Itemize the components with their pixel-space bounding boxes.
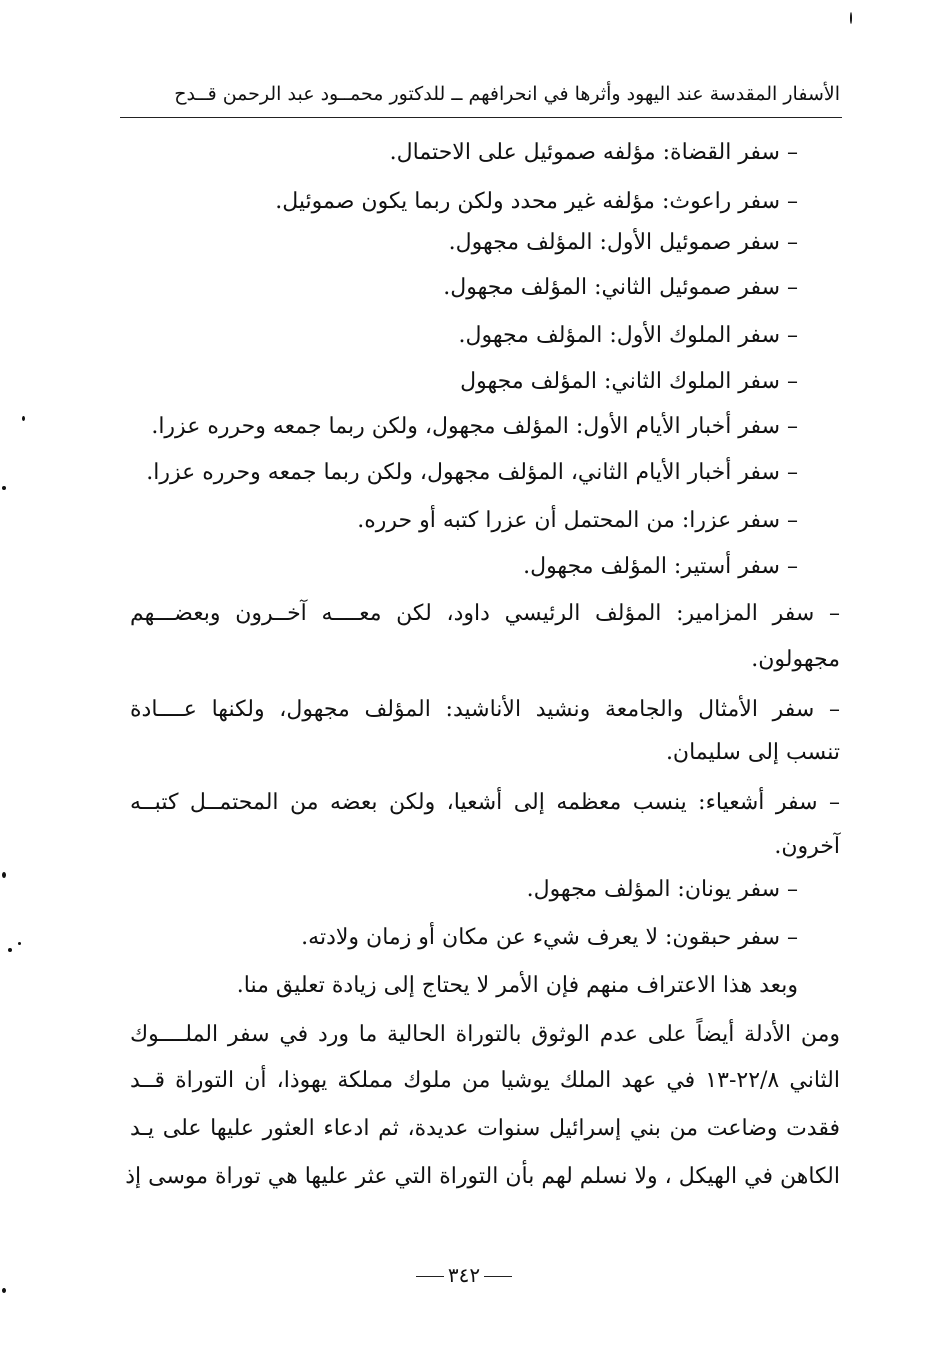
- text-line: وبعد هذا الاعتراف منهم فإن الأمر لا يحتاج إلى زيادة تعليق منا.: [236, 973, 798, 998]
- text-line: – سفر يونان: المؤلف مجهول.: [526, 877, 798, 902]
- scan-speck: [2, 872, 6, 878]
- text-line: – سفر الملوك الأول: المؤلف مجهول.: [458, 323, 798, 348]
- text-line: مجهولون.: [751, 647, 840, 672]
- text-line: – سفر حبقون: لا يعرف شيء عن مكان أو زمان ولادته.: [301, 925, 798, 950]
- text-line: – سفر صموئيل الثاني: المؤلف مجهول.: [443, 275, 798, 300]
- text-line: – سفر القضاة: مؤلفه صموئيل على الاحتمال.: [389, 140, 798, 165]
- text-line: – سفر الأمثال والجامعة ونشيد الأناشيد: المؤلف مجهول، ولكنها عــــادة: [130, 697, 840, 722]
- page-number: ٣٤٢: [447, 1263, 481, 1287]
- header-rule: [120, 117, 842, 118]
- scan-speck: [8, 948, 12, 952]
- scan-speck: [2, 486, 6, 490]
- text-line: – سفر صموئيل الأول: المؤلف مجهول.: [448, 230, 798, 255]
- scan-speck: [18, 942, 21, 945]
- text-line: – سفر المزامير: المؤلف الرئيسي داود، لكن معــــه آخــرون وبعضـــهم: [130, 601, 840, 626]
- text-line: – سفر راعوث: مؤلفه غير محدد ولكن ربما يكون صموئيل.: [275, 189, 798, 214]
- footer-dash-left: [416, 1276, 444, 1277]
- text-line: – سفر عزرا: من المحتمل أن عزرا كتبه أو حرره.: [357, 508, 798, 533]
- running-header: الأسفار المقدسة عند اليهود وأثرها في انحرافهم ــ للدكتور محمــود عبد الرحمن قــدح: [174, 83, 840, 105]
- text-line: – سفر أخبار الأيام الثاني، المؤلف مجهول، ولكن ربما جمعه وحرره عزرا.: [146, 460, 798, 485]
- scan-speck: [2, 1288, 6, 1293]
- scan-speck: [850, 12, 852, 24]
- text-line: – سفر أشعياء: ينسب معظمه إلى أشعيا، ولكن بعضه من المحتمــل كتبــه: [130, 790, 840, 815]
- text-line: الثاني ٢٢/٨-١٣ في عهد الملك يوشيا من ملوك مملكة يهوذا، أن التوراة قــد: [130, 1068, 840, 1093]
- text-line: – سفر الملوك الثاني: المؤلف مجهول: [460, 369, 798, 394]
- text-line: – سفر أخبار الأيام الأول: المؤلف مجهول، ولكن ربما جمعه وحرره عزرا.: [151, 414, 798, 439]
- text-line: فقدت وضاعت من بني إسرائيل سنوات عديدة، ثم ادعاء العثور عليها على يـد: [130, 1116, 840, 1141]
- scan-speck: [22, 416, 25, 421]
- page-footer: [0, 1260, 928, 1290]
- footer-dash-right: [484, 1276, 512, 1277]
- text-line: آخرون.: [774, 834, 840, 859]
- text-line: الكاهن في الهيكل ، ولا نسلم لهم بأن التوراة التي عثر عليها هي توراة موسى إذ: [125, 1164, 840, 1189]
- text-line: – سفر أستير: المؤلف مجهول.: [523, 554, 798, 579]
- text-line: ومن الأدلة أيضاً على عدم الوثوق بالتوراة الحالية ما ورد في سفر الملــــوك: [130, 1022, 840, 1047]
- text-line: تنسب إلى سليمان.: [665, 740, 840, 765]
